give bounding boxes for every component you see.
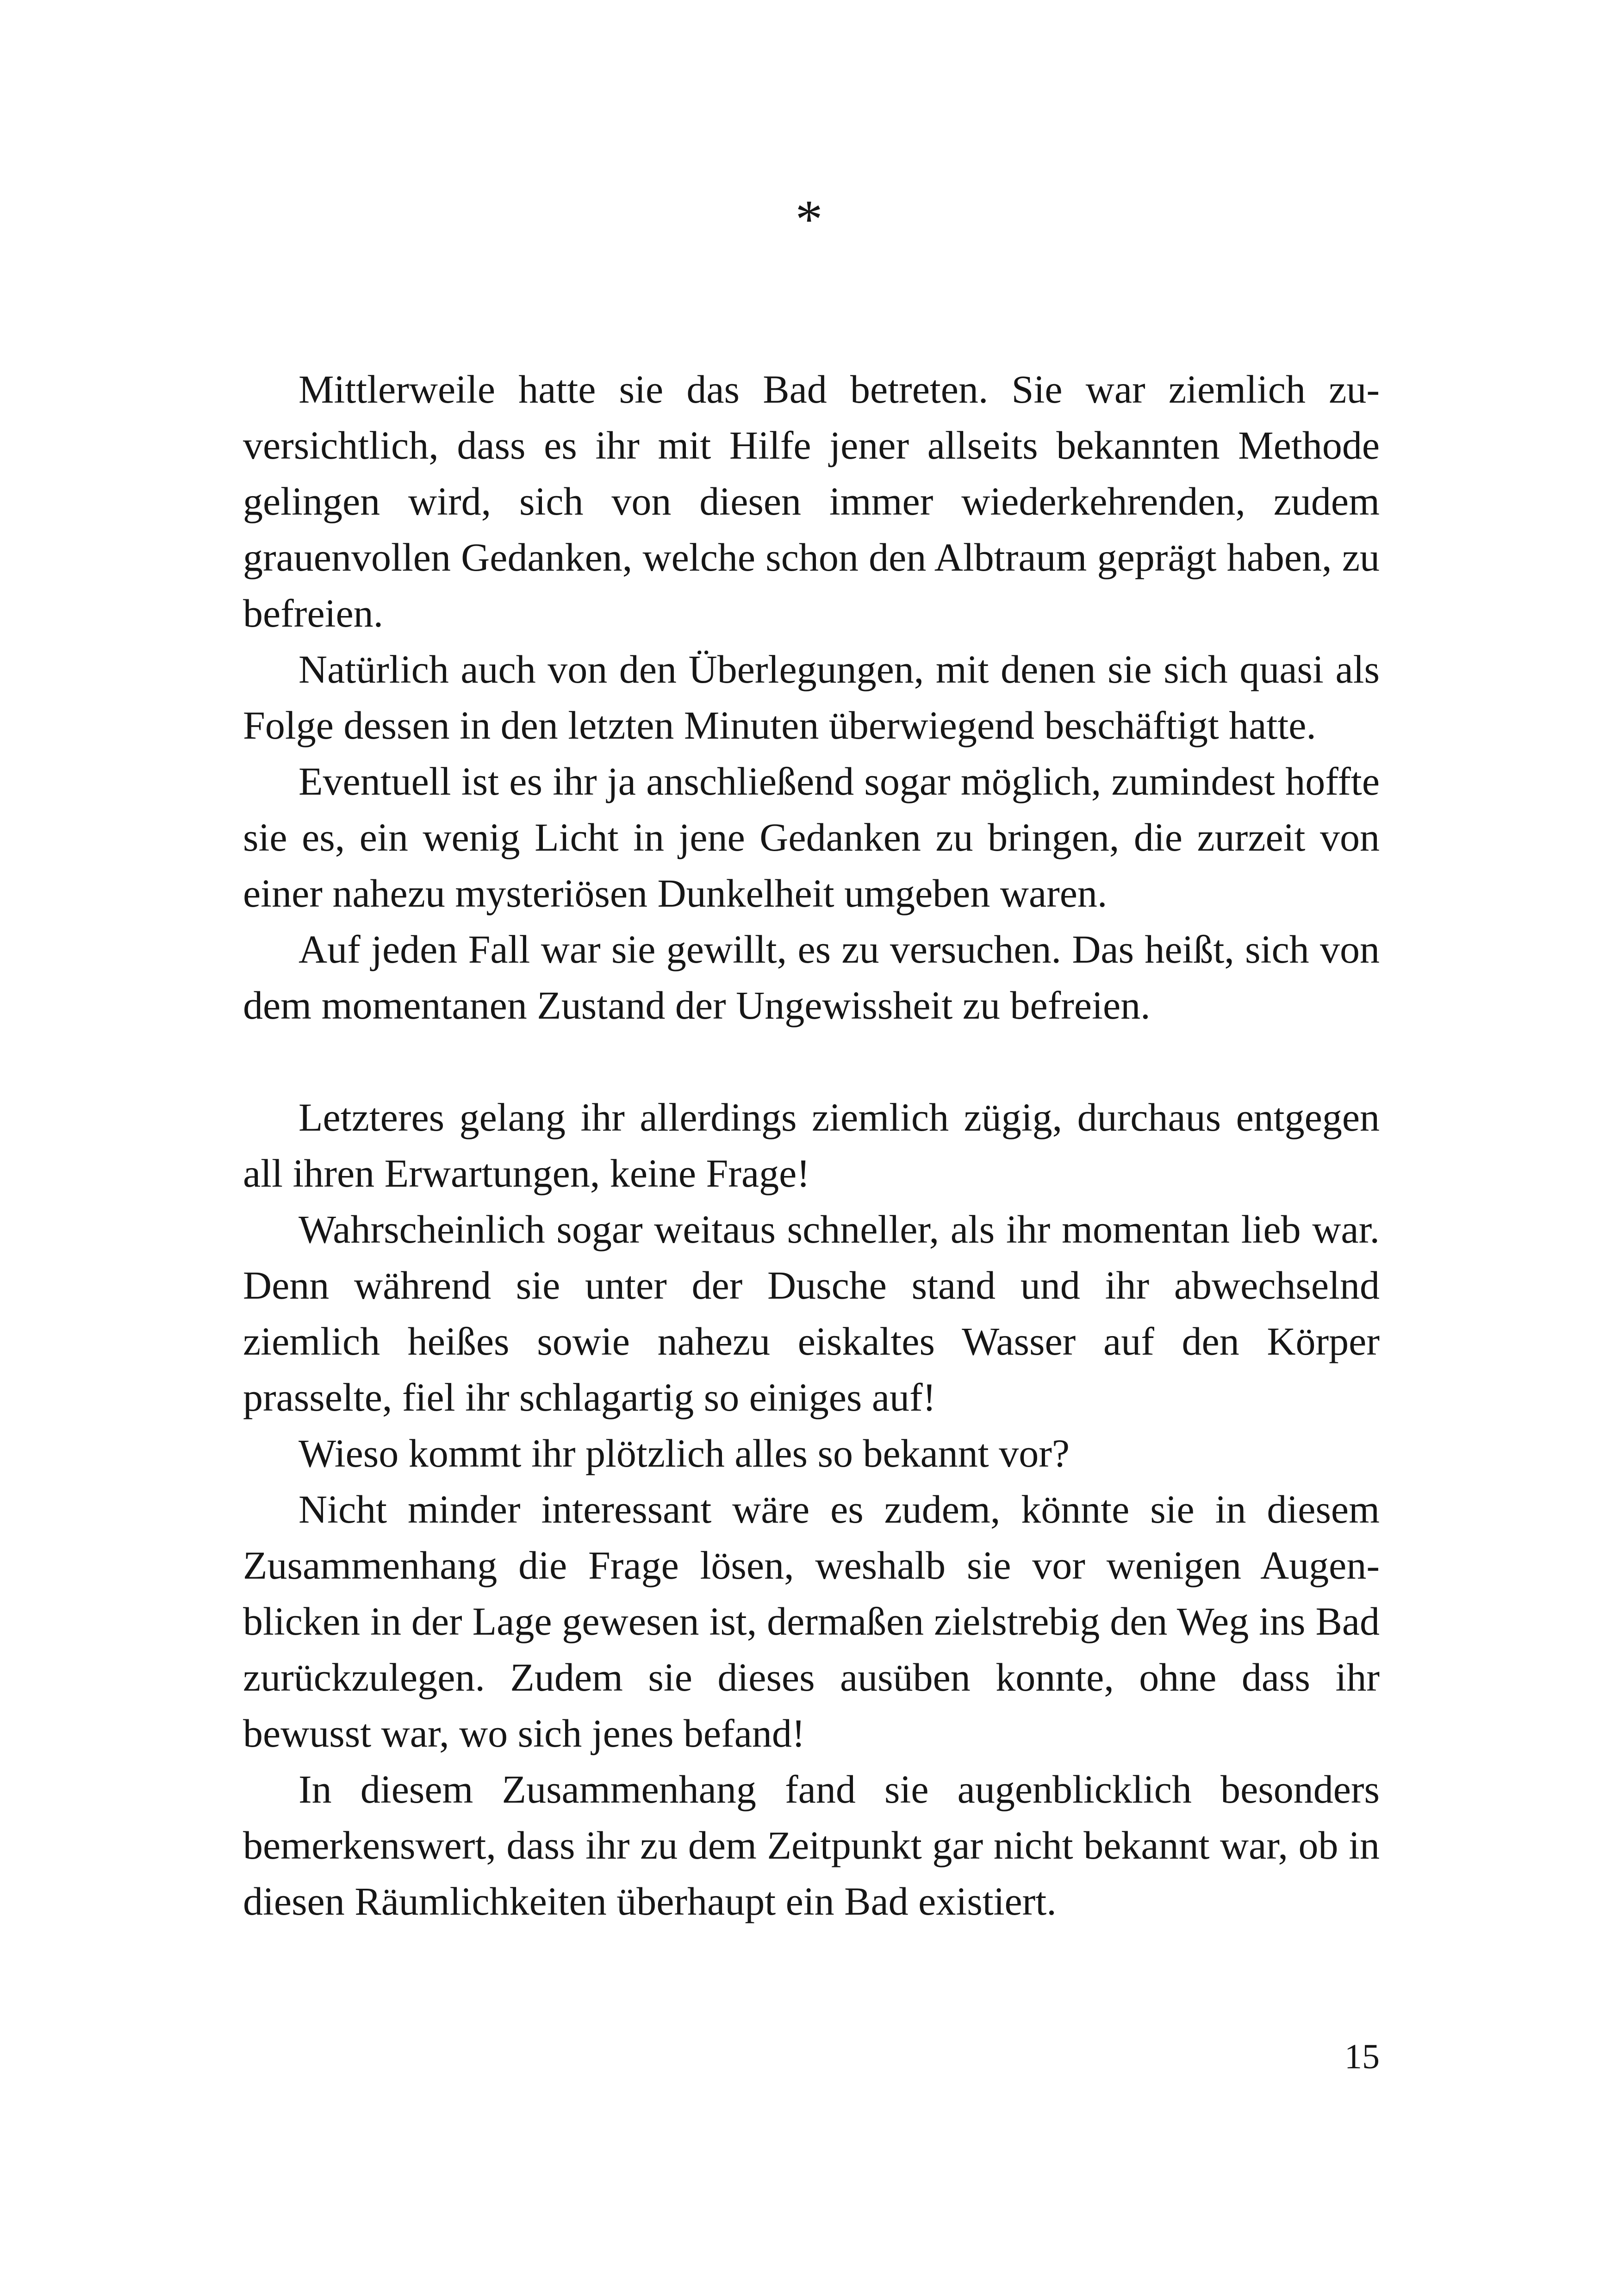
paragraph: In diesem Zusammenhang fand sie augenblicklich besonders bemerkenswert, dass ihr zu dem Zeitpunkt gar nicht bekannt war, ob in diesen Räumlichkeiten überhaupt ein Bad existiert. (243, 1767, 1380, 1923)
page-number: 15 (1344, 2037, 1380, 2076)
section-gap (243, 1033, 1380, 1089)
paragraph: Eventuell ist es ihr ja anschließend sogar möglich, zumindest hoffte sie es, ein wenig Licht in jene Gedanken zu bringen, die zurzeit von einer nahezu mysteriösen Dunkelheit umgeben waren. (243, 759, 1380, 915)
paragraph: Auf jeden Fall war sie gewillt, es zu versuchen. Das heißt, sich von dem momentanen Zustand der Ungewissheit zu befreien. (243, 927, 1380, 1027)
paragraph: Wieso kommt ihr plötzlich alles so bekannt vor? (299, 1431, 1070, 1475)
paragraph: Nicht minder interessant wäre es zudem, könnte sie in diesem Zusammenhang die Frage lösen, weshalb sie vor wenigen Augenblicken in der Lage gewesen ist, dermaßen zielstrebig den Weg ins Bad zurückzulegen. Zudem sie dieses ausüben konnte, ohne dass ihr bewusst war, wo sich jenes befand! (243, 1487, 1380, 1755)
paragraph: Wahrscheinlich sogar weitaus schneller, als ihr momentan lieb war. Denn während sie unter der Dusche stand und ihr abwechselnd ziemlich heißes sowie nahezu eiskaltes Wasser auf den Körper prasselte, fiel ihr schlagartig so einiges auf! (243, 1207, 1380, 1419)
section-separator: * (795, 189, 823, 249)
paragraph: Mittlerweile hatte sie das Bad betreten. Sie war ziemlich zuversichtlich, dass es ihr mit Hilfe jener allseits bekannten Methode gelingen wird, sich von diesen immer wiederkehrenden, zudem grauenvollen Gedanken, welche schon den Albtraum geprägt haben, zu befreien. (243, 367, 1380, 635)
paragraph: Natürlich auch von den Überlegungen, mit denen sie sich quasi als Folge dessen in den letzten Minuten überwiegend beschäftigt hatte. (243, 647, 1380, 747)
body-text (243, 361, 1380, 1929)
paragraph: Letzteres gelang ihr allerdings ziemlich zügig, durchaus entgegen all ihren Erwartungen, keine Frage! (243, 1095, 1380, 1195)
